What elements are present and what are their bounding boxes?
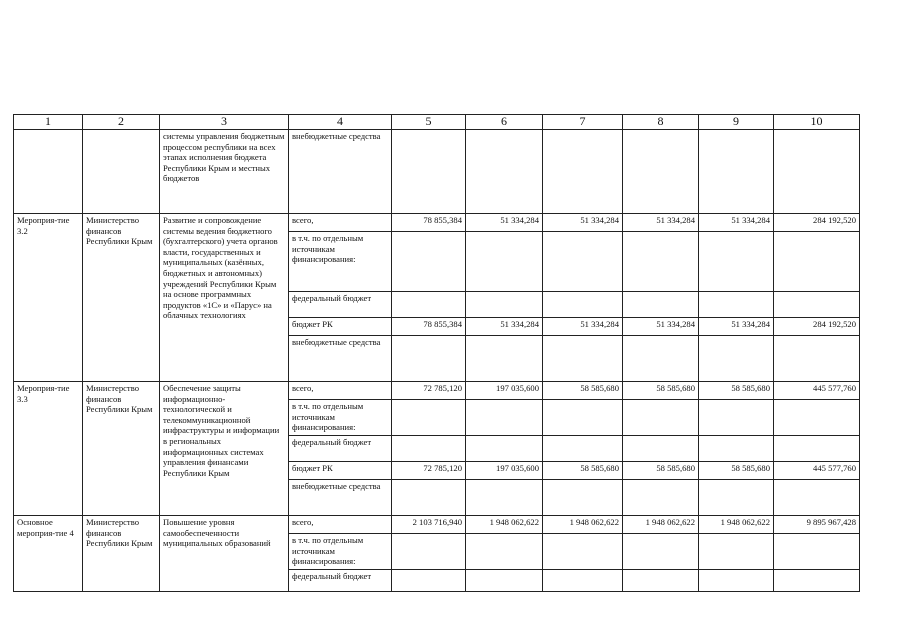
value-cell: 2 103 716,940	[392, 516, 466, 534]
description-cell: системы управления бюджетным процессом республики на всех этапах исполнения бюджета Республики Крым и местных бюджетов	[160, 130, 289, 214]
source-cell: внебюджетные средства	[289, 336, 392, 382]
value-cell: 72 785,120	[392, 382, 466, 400]
value-cell: 51 334,284	[699, 318, 774, 336]
header-row	[14, 115, 860, 130]
value-cell: 51 334,284	[543, 214, 623, 232]
column-header: 10	[774, 115, 860, 130]
source-cell: в т.ч. по отдельным источникам финансирования:	[289, 534, 392, 570]
value-cell: 445 577,760	[774, 462, 860, 480]
name-cell: Основное мероприя-тие 4	[14, 516, 83, 592]
column-header: 5	[392, 115, 466, 130]
name-cell: Мероприя-тие 3.3	[14, 382, 83, 516]
source-cell: в т.ч. по отдельным источникам финансирования:	[289, 232, 392, 292]
table-row	[14, 382, 860, 400]
column-header: 3	[160, 115, 289, 130]
value-cell: 58 585,680	[543, 462, 623, 480]
executor-cell: Министерство финансов Республики Крым	[83, 214, 160, 382]
column-header: 8	[623, 115, 699, 130]
value-cell: 78 855,384	[392, 318, 466, 336]
value-cell: 197 035,600	[466, 462, 543, 480]
column-header: 1	[14, 115, 83, 130]
value-cell: 51 334,284	[699, 214, 774, 232]
value-cell: 1 948 062,622	[466, 516, 543, 534]
value-cell: 51 334,284	[623, 214, 699, 232]
value-cell: 58 585,680	[543, 382, 623, 400]
value-cell: 58 585,680	[623, 382, 699, 400]
source-cell: федеральный бюджет	[289, 292, 392, 318]
column-header: 2	[83, 115, 160, 130]
budget-table	[13, 114, 860, 592]
value-cell: 51 334,284	[466, 214, 543, 232]
description-cell: Повышение уровня самообеспеченности муниципальных образований	[160, 516, 289, 592]
source-cell: бюджет РК	[289, 462, 392, 480]
value-cell: 58 585,680	[623, 462, 699, 480]
executor-cell	[83, 130, 160, 214]
table-row	[14, 130, 860, 214]
value-cell: 51 334,284	[543, 318, 623, 336]
value-cell: 58 585,680	[699, 462, 774, 480]
column-header: 9	[699, 115, 774, 130]
value-cell: 445 577,760	[774, 382, 860, 400]
description-cell: Обеспечение защиты информационно-технологической и телекоммуникационной инфраструктуры и информации в региональных информационных системах управления финансами Республики Крым	[160, 382, 289, 516]
source-cell: всего,	[289, 214, 392, 232]
source-cell: федеральный бюджет	[289, 570, 392, 592]
source-cell: внебюджетные средства	[289, 480, 392, 516]
column-header: 4	[289, 115, 392, 130]
source-cell: внебюджетные средства	[289, 130, 392, 214]
column-header: 6	[466, 115, 543, 130]
source-cell: всего,	[289, 516, 392, 534]
value-cell: 284 192,520	[774, 318, 860, 336]
value-cell: 78 855,384	[392, 214, 466, 232]
name-cell: Мероприя-тие 3.2	[14, 214, 83, 382]
description-cell: Развитие и сопровождение системы ведения бюджетного (бухгалтерского) учета органов власти, государственных и муниципальных (казённых, бюджетных и автономных) учреждений Республики Крым на основе программных продуктов «1С» и «Парус» на облачных технологиях	[160, 214, 289, 382]
executor-cell: Министерство финансов Республики Крым	[83, 516, 160, 592]
value-cell: 9 895 967,428	[774, 516, 860, 534]
executor-cell: Министерство финансов Республики Крым	[83, 382, 160, 516]
value-cell: 58 585,680	[699, 382, 774, 400]
value-cell: 72 785,120	[392, 462, 466, 480]
value-cell: 1 948 062,622	[699, 516, 774, 534]
table-row	[14, 516, 860, 534]
value-cell: 51 334,284	[466, 318, 543, 336]
value-cell: 1 948 062,622	[543, 516, 623, 534]
value-cell: 284 192,520	[774, 214, 860, 232]
table-row	[14, 214, 860, 232]
source-cell: всего,	[289, 382, 392, 400]
name-cell	[14, 130, 83, 214]
value-cell: 197 035,600	[466, 382, 543, 400]
source-cell: федеральный бюджет	[289, 436, 392, 462]
source-cell: бюджет РК	[289, 318, 392, 336]
value-cell: 51 334,284	[623, 318, 699, 336]
column-header: 7	[543, 115, 623, 130]
value-cell: 1 948 062,622	[623, 516, 699, 534]
source-cell: в т.ч. по отдельным источникам финансирования:	[289, 400, 392, 436]
